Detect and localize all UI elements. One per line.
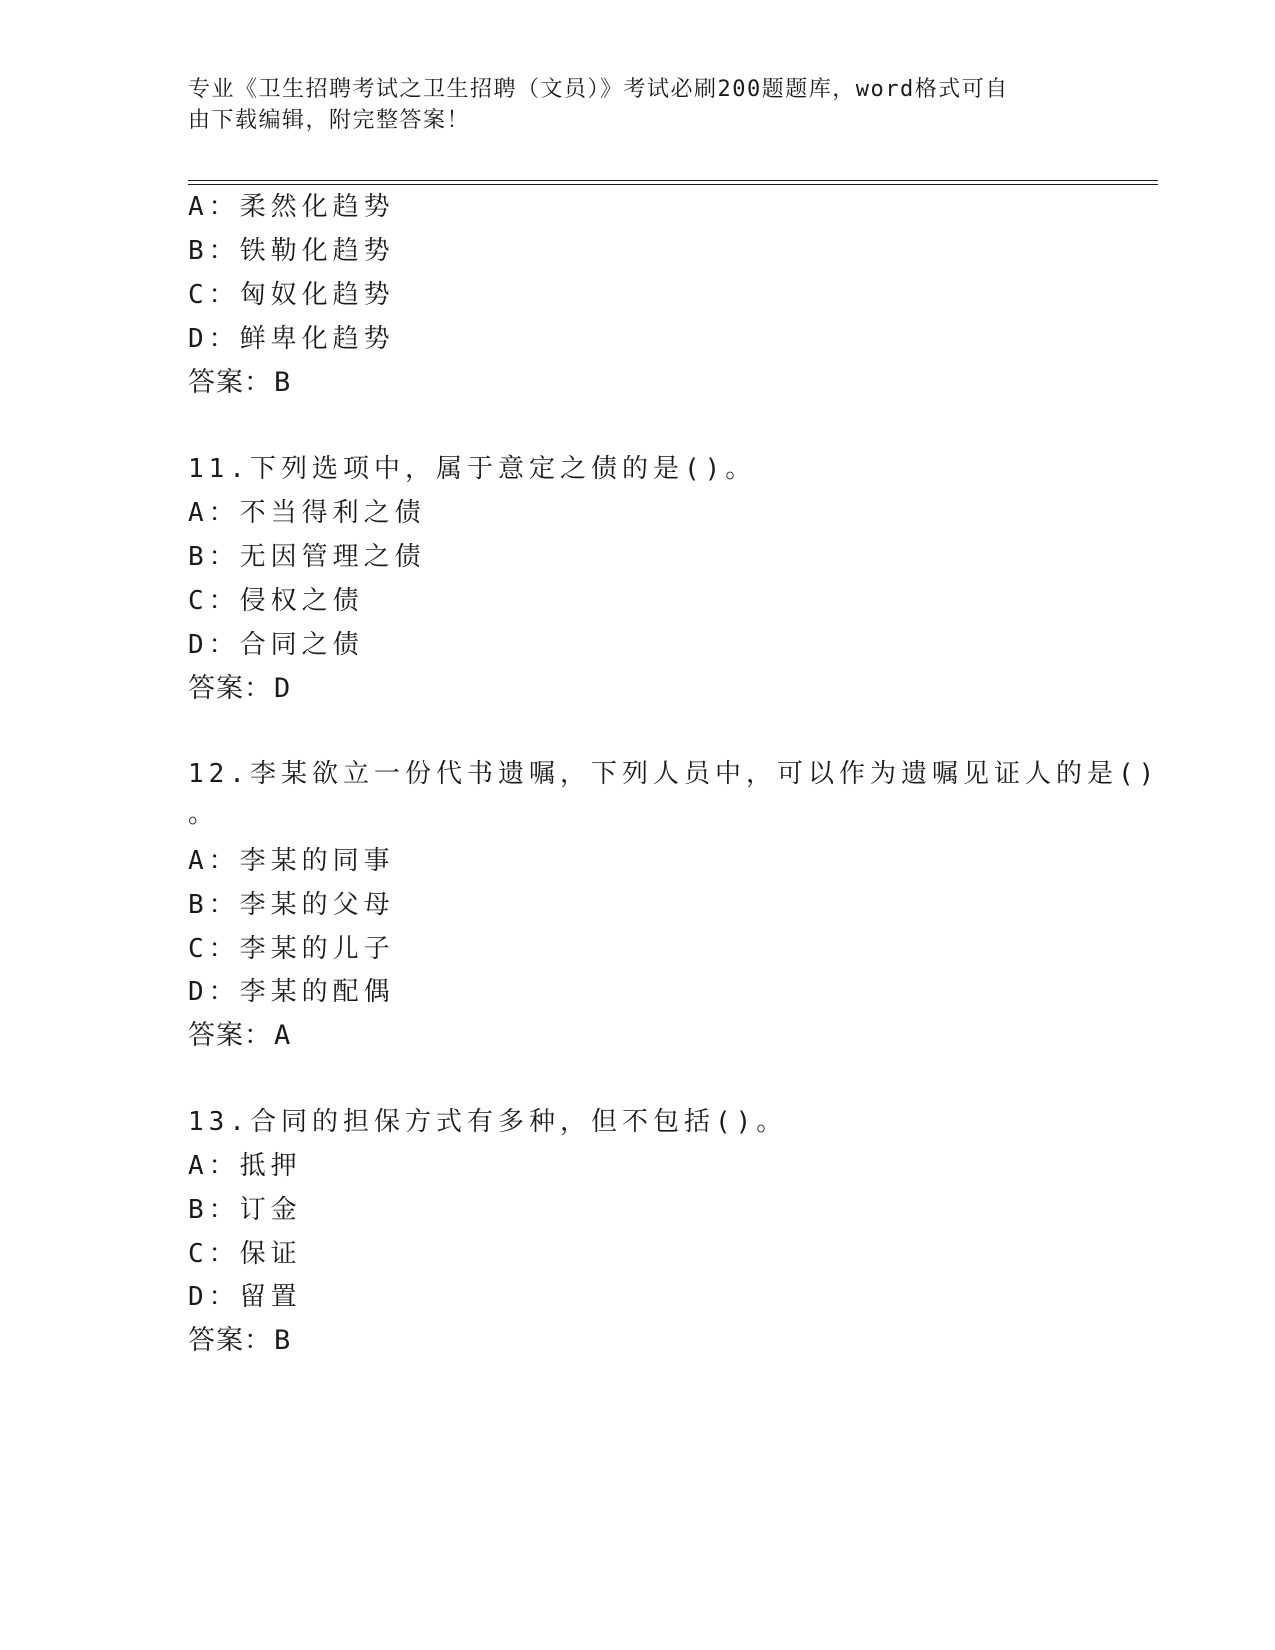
q13-option-a: A：抵押 <box>188 1151 302 1181</box>
q13-stem: 13.合同的担保方式有多种，但不包括()。 <box>188 1107 788 1137</box>
answer-label: 答案： <box>188 367 272 398</box>
q10-option-a: A：柔然化趋势 <box>188 192 395 222</box>
q12-answer <box>188 1020 291 1052</box>
q11-answer <box>188 673 291 705</box>
q11-stem: 11.下列选项中，属于意定之债的是()。 <box>188 454 757 484</box>
q12-option-d: D：李某的配偶 <box>188 977 395 1007</box>
q12-stem-line-1: 12.李某欲立一份代书遗嘱，下列人员中，可以作为遗嘱见证人的是() <box>188 759 1160 789</box>
answer-value: D <box>274 673 292 704</box>
answer-value: B <box>274 367 292 398</box>
header-line-1: 专业《卫生招聘考试之卫生招聘（文员）》考试必刷200题题库，word格式可自 <box>188 77 1009 102</box>
answer-label: 答案： <box>188 673 272 704</box>
answer-value: B <box>274 1325 292 1356</box>
q12-stem-line-2: 。 <box>188 799 220 829</box>
q10-answer <box>188 367 291 399</box>
q12-option-c: C：李某的儿子 <box>188 934 395 964</box>
q11-option-d: D：合同之债 <box>188 630 364 660</box>
q11-option-b: B：无因管理之债 <box>188 542 426 572</box>
q10-option-c: C：匈奴化趋势 <box>188 280 395 310</box>
answer-value: A <box>274 1020 292 1051</box>
q13-option-c: C：保证 <box>188 1239 302 1269</box>
header-divider-top <box>188 180 1158 181</box>
q10-option-b: B：铁勒化趋势 <box>188 236 395 266</box>
q12-option-a: A：李某的同事 <box>188 846 395 876</box>
q13-option-b: B：订金 <box>188 1195 302 1225</box>
q11-option-a: A：不当得利之债 <box>188 498 426 528</box>
q13-option-d: D：留置 <box>188 1282 302 1312</box>
q11-option-c: C：侵权之债 <box>188 586 364 616</box>
answer-label: 答案： <box>188 1020 272 1051</box>
answer-label: 答案： <box>188 1325 272 1356</box>
header-line-2: 由下载编辑，附完整答案！ <box>188 108 471 133</box>
header-divider-bottom <box>188 184 1158 185</box>
q13-answer <box>188 1325 291 1357</box>
q12-option-b: B：李某的父母 <box>188 890 395 920</box>
document-header <box>188 74 1088 136</box>
q10-option-d: D：鲜卑化趋势 <box>188 324 395 354</box>
